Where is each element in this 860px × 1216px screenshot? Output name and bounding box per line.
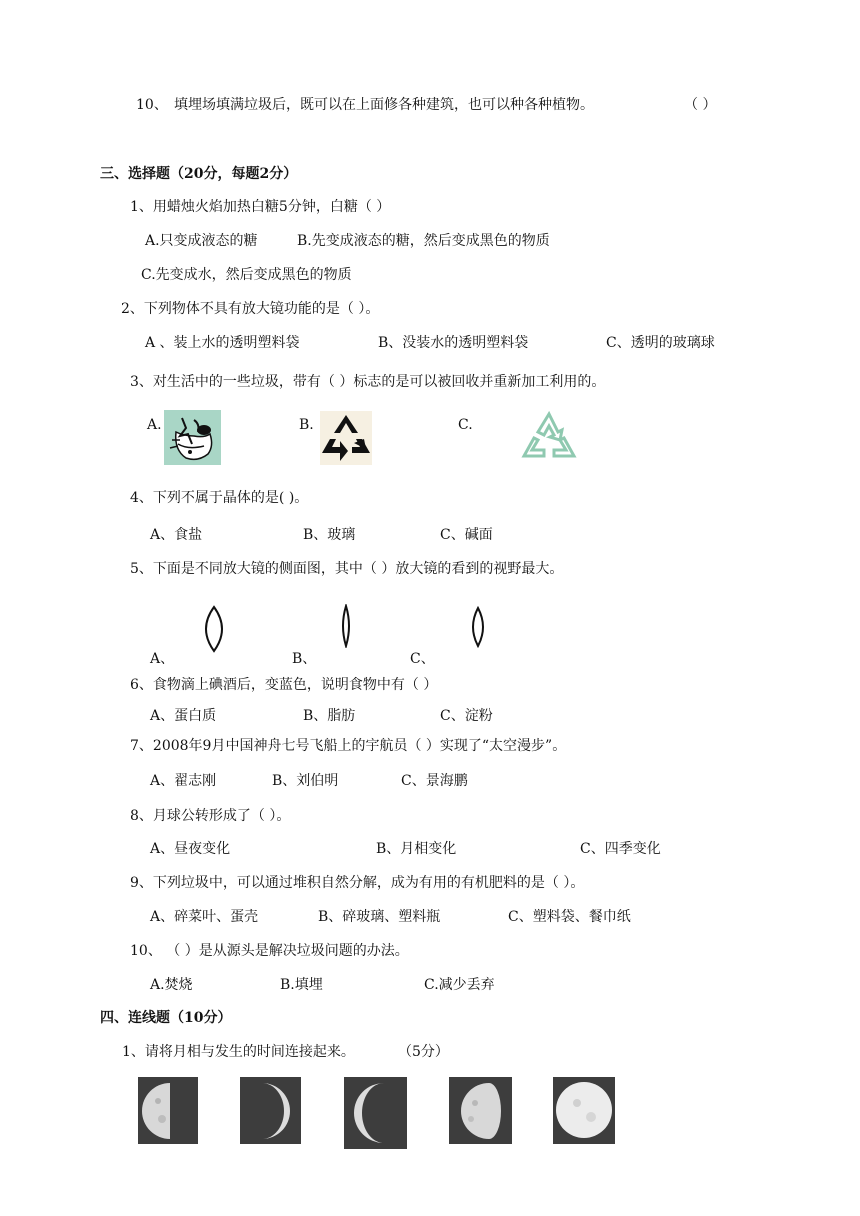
moon-full-image (553, 1077, 615, 1144)
q5-option-a: A、 (150, 651, 175, 667)
q5-option-b: B、 (292, 651, 317, 667)
q2-option-a: A 、装上水的透明塑料袋 (145, 335, 300, 351)
q3-option-c: C. (458, 417, 473, 433)
q10-option-b: B.填埋 (280, 977, 323, 993)
q8-option-c: C、四季变化 (580, 841, 661, 857)
q4-option-b: B、玻璃 (303, 527, 356, 543)
recycle-outline-icon (520, 410, 578, 462)
q6-option-c: C、淀粉 (440, 708, 493, 724)
judge-q10-number: 10、 (136, 97, 168, 113)
q2-option-c: C、透明的玻璃球 (606, 335, 715, 351)
q5-option-c: C、 (410, 651, 435, 667)
section3-title: 三、选择题（20分，每题2分） (100, 166, 298, 182)
q3-option-b: B. (299, 417, 314, 433)
compost-trash-icon (164, 410, 221, 465)
q9-stem: 9、下列垃圾中，可以通过堆积自然分解，成为有用的有机肥料的是（ ）。 (130, 875, 585, 891)
q4-stem: 4、下列不属于晶体的是( )。 (130, 490, 309, 506)
section4-title: 四、连线题（10分） (100, 1010, 232, 1026)
q10-stem: 10、 （ ）是从源头是解决垃圾问题的办法。 (130, 943, 409, 959)
q7-option-a: A、翟志刚 (150, 773, 217, 789)
q7-option-b: B、刘伯明 (272, 773, 339, 789)
lens-c-icon (468, 606, 488, 648)
q9-option-b: B、碎玻璃、塑料瓶 (318, 909, 441, 925)
moon-gibbous-image (449, 1077, 512, 1144)
judge-q10-answer-paren: （ ） (684, 97, 717, 113)
lens-a-icon (200, 605, 228, 653)
q6-option-a: A、蛋白质 (150, 708, 217, 724)
q1-stem: 1、用蜡烛火焰加热白糖5分钟，白糖（ ） (130, 199, 391, 215)
q5-stem: 5、下面是不同放大镜的侧面图，其中（ ）放大镜的看到的视野最大。 (130, 561, 564, 577)
q3-option-a: A. (147, 417, 162, 433)
judge-q10-text: 填埋场填满垃圾后，既可以在上面修各种建筑，也可以种各种植物。 (174, 97, 594, 113)
q3-stem: 3、对生活中的一些垃圾，带有（ ）标志的是可以被回收并重新加工利用的。 (130, 374, 606, 390)
q6-option-b: B、脂肪 (303, 708, 356, 724)
q6-stem: 6、食物滴上碘酒后，变蓝色，说明食物中有（ ） (130, 677, 438, 693)
q8-option-a: A、昼夜变化 (150, 841, 231, 857)
recycle-solid-icon (320, 411, 372, 465)
q9-option-c: C、塑料袋、餐巾纸 (508, 909, 631, 925)
q10-option-a: A.焚烧 (150, 977, 193, 993)
moon-crescent-left-image (344, 1077, 407, 1149)
s4-q1-score: （5分） (398, 1044, 449, 1060)
q10-option-c: C.减少丢弃 (424, 977, 495, 993)
q7-stem: 7、2008年9月中国神舟七号飞船上的宇航员（ ）实现了“太空漫步”。 (130, 738, 567, 754)
q1-option-b: B.先变成液态的糖，然后变成黑色的物质 (297, 233, 550, 249)
s4-q1-stem: 1、请将月相与发生的时间连接起来。 (122, 1044, 355, 1060)
q8-option-b: B、月相变化 (376, 841, 457, 857)
q7-option-c: C、景海鹏 (401, 773, 468, 789)
q9-option-a: A、碎菜叶、蛋壳 (150, 909, 259, 925)
lens-b-icon (338, 604, 354, 648)
q8-stem: 8、月球公转形成了（ ）。 (130, 808, 291, 824)
moon-crescent-right-image (240, 1077, 301, 1144)
q2-option-b: B、没装水的透明塑料袋 (378, 335, 529, 351)
moon-first-quarter-image (138, 1077, 198, 1144)
q4-option-c: C、碱面 (440, 527, 493, 543)
q1-option-a: A.只变成液态的糖 (145, 233, 258, 249)
q1-option-c: C.先变成水，然后变成黑色的物质 (141, 267, 352, 283)
q2-stem: 2、下列物体不具有放大镜功能的是（ ）。 (121, 301, 380, 317)
q4-option-a: A、食盐 (150, 527, 203, 543)
